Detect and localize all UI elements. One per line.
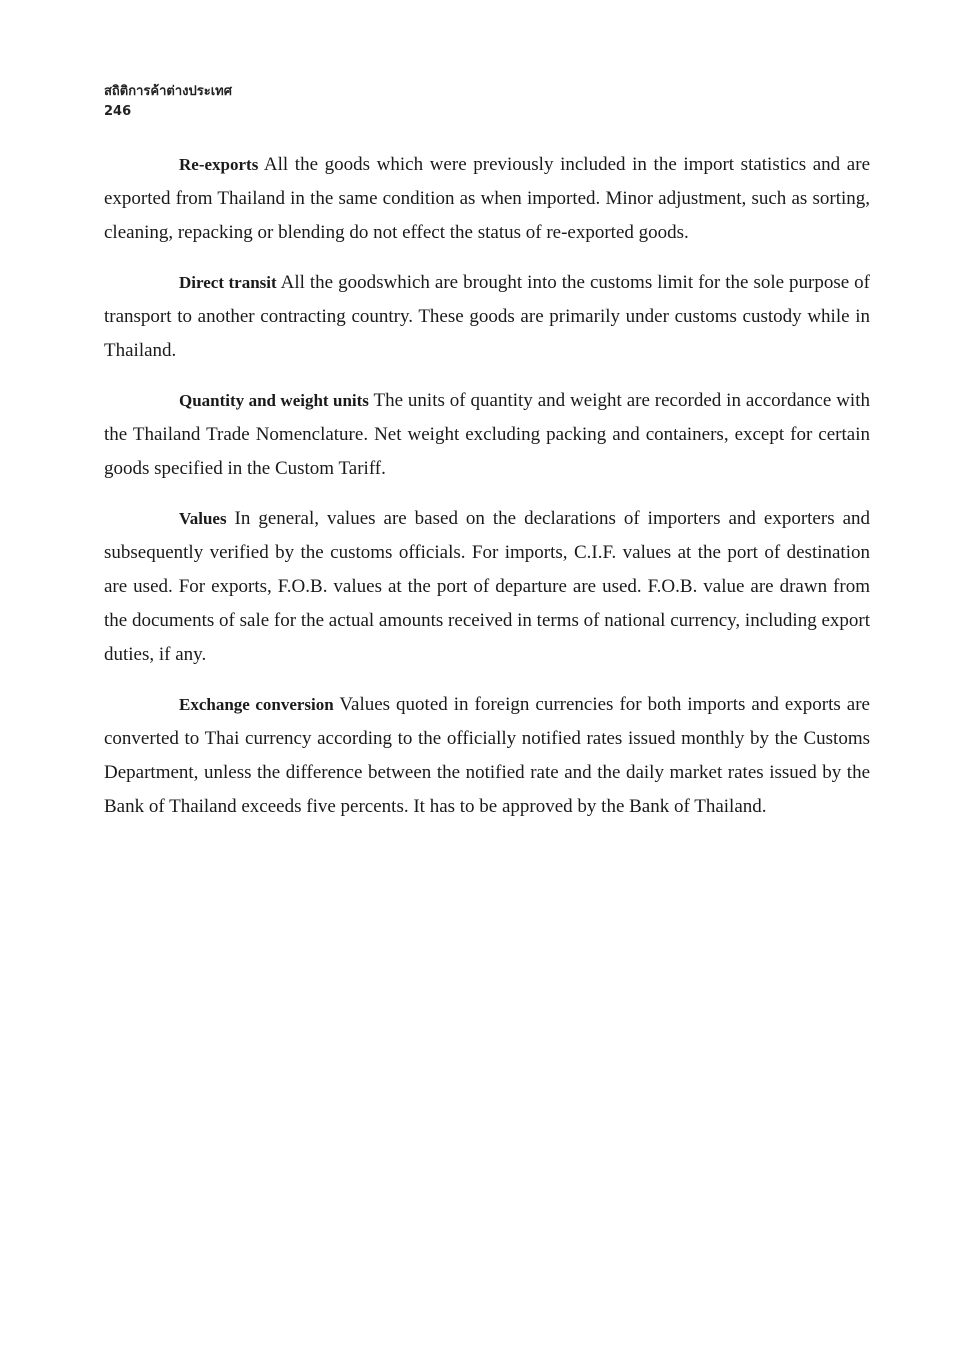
term-quantity-weight-units: Quantity and weight units (179, 391, 369, 410)
definition-quantity-weight-units: The units of quantity and weight are recorded in accordance with the Thailand Trade Nomenclature. Net weight excluding packing and containers, except for certain goods specified in the Custom Tariff. (104, 390, 870, 479)
paragraph-exchange-conversion (104, 688, 870, 824)
definition-values: In general, values are based on the declarations of importers and exporters and subsequently verified by the customs officials. For imports, C.I.F. values at the port of destination are used. For exports, F.O.B. values at the port of departure are used. F.O.B. value are drawn from the documents of sale for the actual amounts received in terms of national currency, including export duties, if any. (104, 508, 870, 665)
page-number: 246 (104, 104, 132, 119)
body-text (104, 148, 870, 840)
paragraph-re-exports (104, 148, 870, 250)
term-values: Values (179, 509, 227, 528)
definition-re-exports: All the goods which were previously included in the import statistics and are exported from Thailand in the same condition as when imported. Minor adjustment, such as sorting, cleaning, repacking or blending do not effect the status of re-exported goods. (104, 154, 870, 243)
term-re-exports: Re-exports (179, 155, 259, 174)
definition-exchange-conversion: Values quoted in foreign currencies for both imports and exports are converted to Thai currency according to the officially notified rates issued monthly by the Customs Department, unless the difference between the notified rate and the daily market rates issued by the Bank of Thailand exceeds five percents. It has to be approved by the Bank of Thailand. (104, 694, 870, 817)
term-direct-transit: Direct transit (179, 273, 277, 292)
paragraph-quantity-weight-units (104, 384, 870, 486)
paragraph-values (104, 502, 870, 672)
paragraph-direct-transit (104, 266, 870, 368)
running-header (104, 82, 232, 122)
publication-title: สถิติการค้าต่างประเทศ (104, 84, 232, 99)
definition-direct-transit: All the goodswhich are brought into the customs limit for the sole purpose of transport to another contracting country. These goods are primarily under customs custody while in Thailand. (104, 272, 871, 361)
term-exchange-conversion: Exchange conversion (179, 695, 334, 714)
